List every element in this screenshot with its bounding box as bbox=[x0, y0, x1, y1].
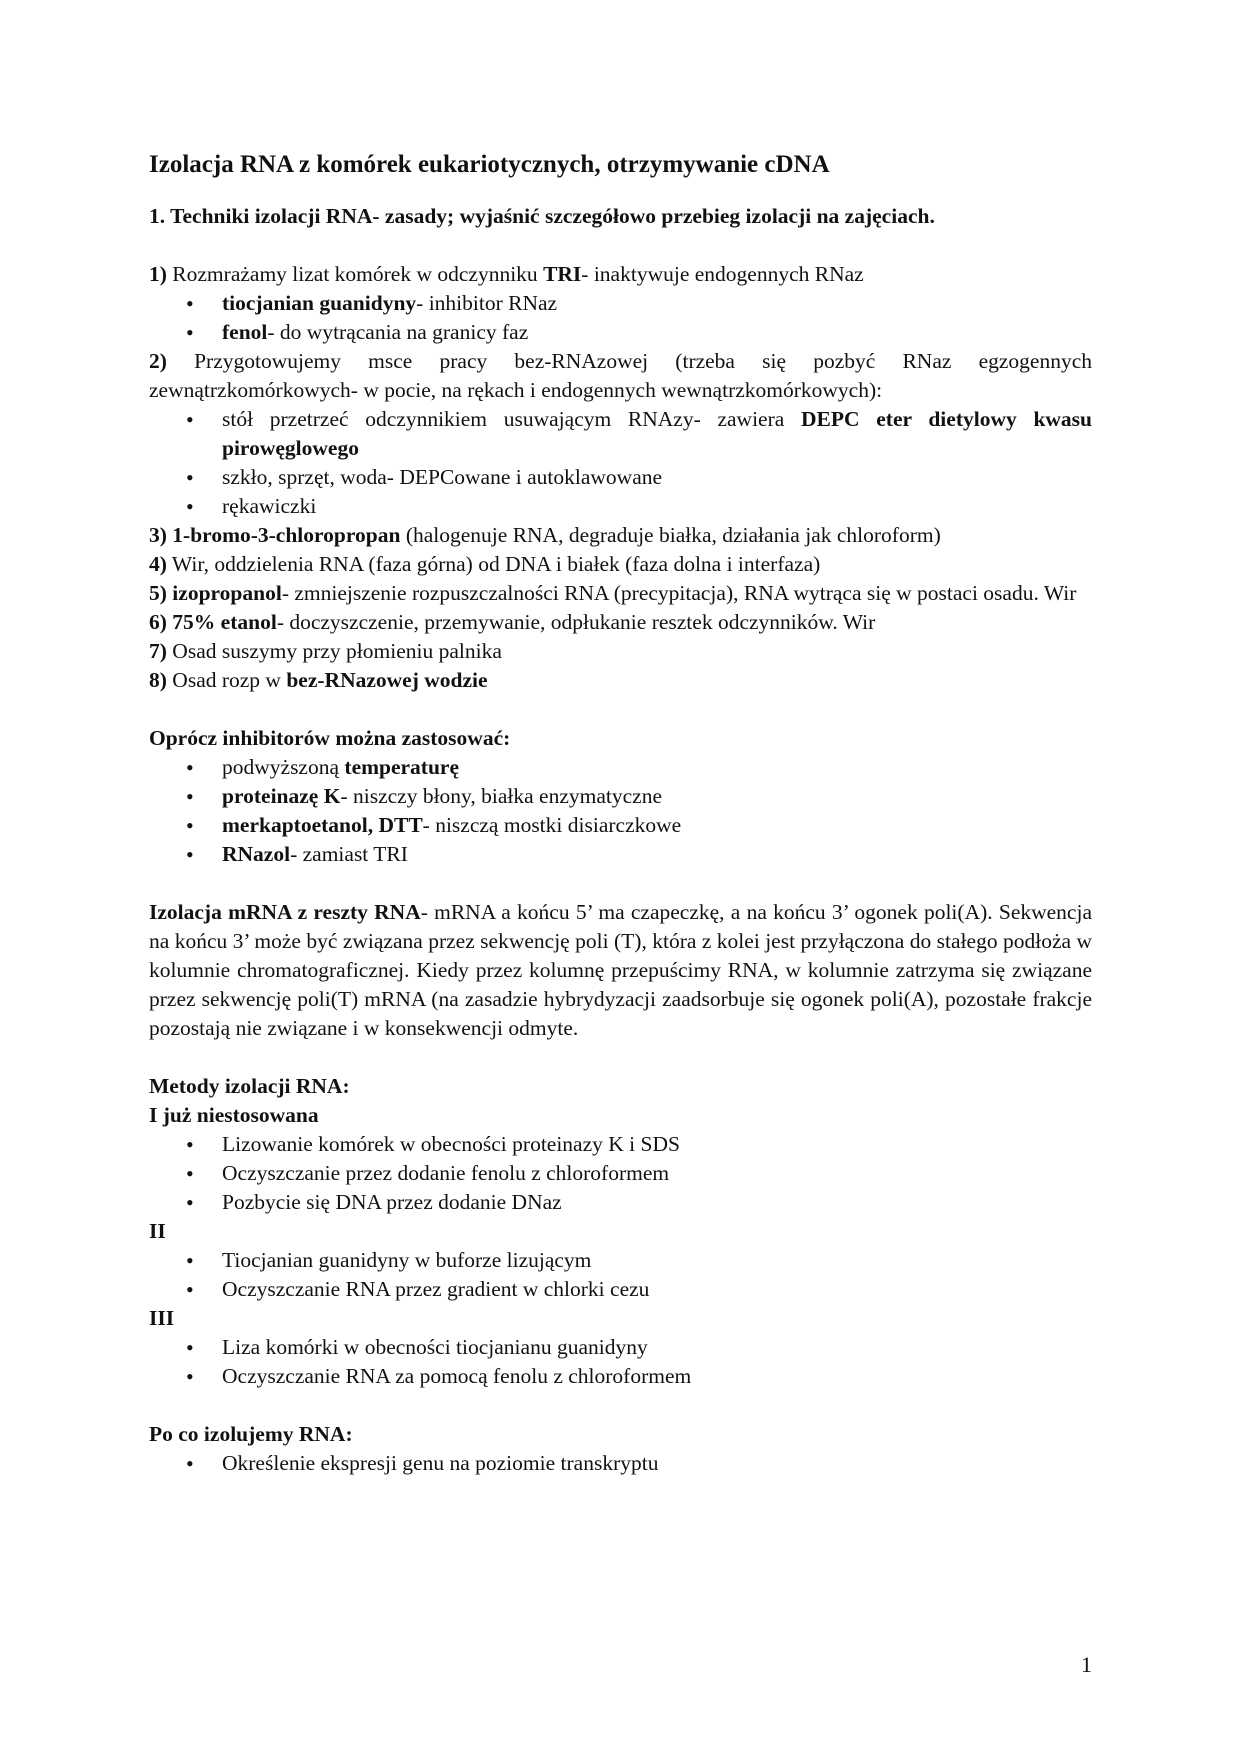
list-item: • stół przetrzeć odczynnikiem usuwającym RNAzy- zawiera DEPC eter dietylowy kwasu pirowęglowego bbox=[222, 405, 1092, 463]
list-item: • szkło, sprzęt, woda- DEPCowane i autoklawowane bbox=[222, 463, 1092, 492]
methods-heading: Metody izolacji RNA: bbox=[149, 1074, 350, 1098]
inhibitors-list bbox=[149, 753, 1092, 869]
list-item: • podwyższoną temperaturę bbox=[222, 753, 1092, 782]
list-item: • Określenie ekspresji genu na poziomie transkryptu bbox=[222, 1449, 1092, 1478]
list-item: • proteinazę K- niszczy błony, białka enzymatyczne bbox=[222, 782, 1092, 811]
inhibitors-heading: Oprócz inhibitorów można zastosować: bbox=[149, 726, 511, 750]
step-8: 8) Osad rozp w bez-RNazowej wodzie bbox=[149, 668, 488, 692]
method-3-heading: III bbox=[149, 1306, 175, 1330]
why-heading: Po co izolujemy RNA: bbox=[149, 1422, 353, 1446]
method-1-heading: I już niestosowana bbox=[149, 1103, 319, 1127]
list-item: • Tiocjanian guanidyny w buforze lizującym bbox=[222, 1246, 1092, 1275]
step-7: 7) Osad suszymy przy płomieniu palnika bbox=[149, 639, 502, 663]
list-item: • RNazol- zamiast TRI bbox=[222, 840, 1092, 869]
list-item: • rękawiczki bbox=[222, 492, 1092, 521]
step-2-list bbox=[149, 405, 1092, 521]
method-2-heading: II bbox=[149, 1219, 166, 1243]
step-6: 6) 75% etanol- doczyszczenie, przemywanie, odpłukanie resztek odczynników. Wir bbox=[149, 610, 876, 634]
mrna-paragraph: Izolacja mRNA z reszty RNA- mRNA a końcu 5’ ma czapeczkę, a na końcu 3’ ogonek poli(A). Sekwencja na końcu 3’ może być związana przez sekwencję poli (T), która z kolei jest przyłączona do stałego podłoża w kolumnie chromatograficznej. Kiedy przez kolumnę przepuścimy RNA, w kolumnie zatrzyma się związane przez sekwencję poli(T) mRNA (na zasadzie hybrydyzacji zaadsorbuje się ogonek poli(A), pozostałe frakcje pozostają nie związane i w konsekwencji odmyte. bbox=[149, 900, 1092, 1040]
list-item: • tiocjanian guanidyny- inhibitor RNaz bbox=[222, 289, 1092, 318]
section1-heading: 1. Techniki izolacji RNA- zasady; wyjaśnić szczegółowo przebieg izolacji na zajęciach. bbox=[149, 204, 935, 228]
method-3-list bbox=[149, 1333, 1092, 1391]
step-1: 1) Rozmrażamy lizat komórek w odczynniku TRI- inaktywuje endogennych RNaz bbox=[149, 262, 864, 286]
list-item: • Pozbycie się DNA przez dodanie DNaz bbox=[222, 1188, 1092, 1217]
step-2: 2) Przygotowujemy msce pracy bez-RNAzowej (trzeba się pozbyć RNaz egzogennych zewnątrzkomórkowych- w pocie, na rękach i endogennych wewnątrzkomórkowych): bbox=[149, 349, 1092, 402]
step-5: 5) izopropanol- zmniejszenie rozpuszczalności RNA (precypitacja), RNA wytrąca się w postaci osadu. Wir bbox=[149, 581, 1077, 605]
document-title: Izolacja RNA z komórek eukariotycznych, otrzymywanie cDNA bbox=[149, 151, 830, 178]
step-3: 3) 1-bromo-3-chloropropan (halogenuje RNA, degraduje białka, działania jak chloroform) bbox=[149, 523, 941, 547]
list-item: • Lizowanie komórek w obecności proteinazy K i SDS bbox=[222, 1130, 1092, 1159]
why-list bbox=[149, 1449, 1092, 1478]
list-item: • Oczyszczanie RNA przez gradient w chlorki cezu bbox=[222, 1275, 1092, 1304]
list-item: • Oczyszczanie RNA za pomocą fenolu z chloroformem bbox=[222, 1362, 1092, 1391]
list-item: • Liza komórki w obecności tiocjanianu guanidyny bbox=[222, 1333, 1092, 1362]
document-page bbox=[149, 148, 1092, 1478]
step-4: 4) Wir, oddzielenia RNA (faza górna) od DNA i białek (faza dolna i interfaza) bbox=[149, 552, 821, 576]
method-2-list bbox=[149, 1246, 1092, 1304]
list-item: • fenol- do wytrącania na granicy faz bbox=[222, 318, 1092, 347]
method-1-list bbox=[149, 1130, 1092, 1217]
list-item: • Oczyszczanie przez dodanie fenolu z chloroformem bbox=[222, 1159, 1092, 1188]
list-item: • merkaptoetanol, DTT- niszczą mostki disiarczkowe bbox=[222, 811, 1092, 840]
page-number: 1 bbox=[1081, 1652, 1092, 1677]
step-1-list bbox=[149, 289, 1092, 347]
